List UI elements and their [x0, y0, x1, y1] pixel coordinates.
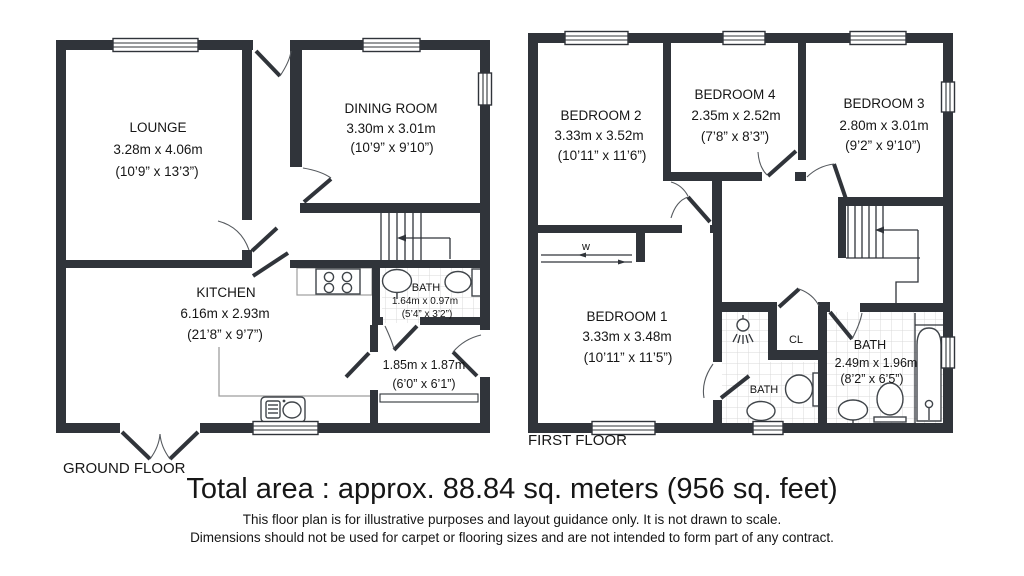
window — [253, 422, 318, 435]
bedroom4-label: BEDROOM 4 — [694, 87, 776, 102]
ground-bath-metric: 1.64m x 0.97m — [391, 296, 459, 307]
window — [753, 422, 783, 435]
ground-floor-plan — [56, 39, 492, 478]
caption-block — [186, 473, 837, 545]
slide-arrow-icon — [618, 260, 626, 265]
ground-bath-imperial: (5’4” x 3’2”) — [401, 309, 453, 320]
window — [565, 32, 628, 45]
disclaimer-line1: This floor plan is for illustrative purposes and layout guidance only. It is not drawn to scale. — [242, 512, 782, 527]
closet-door-panel — [779, 289, 799, 307]
window — [479, 73, 492, 105]
closet-label: CL — [788, 334, 804, 346]
bathroom-metric: 2.49m x 1.96m — [834, 356, 918, 370]
bedroom1-metric: 3.33m x 3.48m — [582, 329, 672, 344]
bedroom4-metric: 2.35m x 2.52m — [691, 108, 781, 123]
stairs-direction-arrow-icon — [397, 235, 406, 242]
patio-door-panel — [170, 432, 198, 459]
ground-stairs — [381, 213, 450, 260]
ensuite-bath-label: BATH — [749, 384, 779, 396]
dining-door-panel — [304, 179, 331, 202]
lounge-imperial: (10’9” x 13’3”) — [115, 164, 199, 179]
bedroom4-door-panel — [768, 151, 796, 176]
ensuite-toilet-icon — [786, 373, 823, 406]
slide-arrow-icon — [578, 253, 586, 258]
bathroom-imperial: (8’2” x 6’5”) — [840, 372, 904, 386]
bedroom3-imperial: (9’2” x 9’10”) — [845, 138, 921, 153]
bedroom2-metric: 3.33m x 3.52m — [554, 128, 644, 143]
ground-floor-label: GROUND FLOOR — [63, 460, 186, 477]
bedroom1-imperial: (10’11” x 11’5”) — [583, 350, 673, 365]
patio-door-panel — [122, 432, 150, 459]
bedroom1-door-panel — [688, 197, 710, 222]
wardrobe-label: w — [582, 241, 590, 253]
kitchen-door-panel — [253, 253, 288, 276]
bedroom4-imperial: (7’8” x 8’3”) — [700, 129, 770, 144]
dining-room-imperial: (10’9” x 9’10”) — [350, 140, 434, 155]
kitchen-label: KITCHEN — [196, 285, 256, 300]
bedroom1-label: BEDROOM 1 — [586, 309, 668, 324]
total-area-caption: Total area : approx. 88.84 sq. meters (956 sq. feet) — [186, 473, 838, 505]
hall-cupboard — [380, 394, 478, 402]
bedroom2-label: BEDROOM 2 — [560, 108, 642, 123]
window — [942, 337, 955, 368]
lounge-metric: 3.28m x 4.06m — [113, 142, 203, 157]
bedroom3-label: BEDROOM 3 — [843, 96, 925, 111]
bathroom-label: BATH — [853, 338, 887, 352]
window — [942, 82, 955, 112]
kitchen-imperial: (21’8” x 9’7”) — [187, 327, 263, 342]
kitchen-metric: 6.16m x 2.93m — [180, 306, 270, 321]
bedroom2-imperial: (10’11” x 11’6”) — [557, 148, 647, 163]
bath-door-panel — [394, 326, 417, 350]
bedroom3-metric: 2.80m x 3.01m — [839, 118, 929, 133]
bedroom3-door-panel — [834, 164, 846, 199]
hall-imperial: (6’0” x 6’1”) — [392, 377, 456, 391]
dining-room-metric: 3.30m x 3.01m — [346, 121, 436, 136]
window — [850, 32, 906, 45]
window — [113, 39, 198, 52]
lounge-label: LOUNGE — [129, 120, 187, 135]
hob-icon — [316, 269, 360, 294]
hall-kitchen-door-panel — [346, 353, 369, 377]
ground-floor-windows — [113, 39, 492, 435]
ground-floor-walls — [56, 40, 490, 433]
ground-bath-label: BATH — [411, 282, 441, 294]
dining-room-label: DINING ROOM — [344, 101, 438, 116]
window — [723, 32, 765, 45]
back-door-panel — [256, 51, 280, 76]
first-stairs — [846, 206, 920, 303]
disclaimer-line2: Dimensions should not be used for carpet or flooring sizes and are not intended to form part of any contract. — [190, 530, 834, 545]
kitchen-sink-icon — [261, 397, 305, 422]
hall-metric: 1.85m x 1.87m — [382, 358, 466, 372]
lounge-door-panel — [252, 228, 277, 251]
first-floor-label: FIRST FLOOR — [528, 432, 627, 449]
first-floor-plan — [528, 32, 955, 450]
window — [363, 39, 420, 52]
wardrobe-icon — [541, 253, 632, 265]
